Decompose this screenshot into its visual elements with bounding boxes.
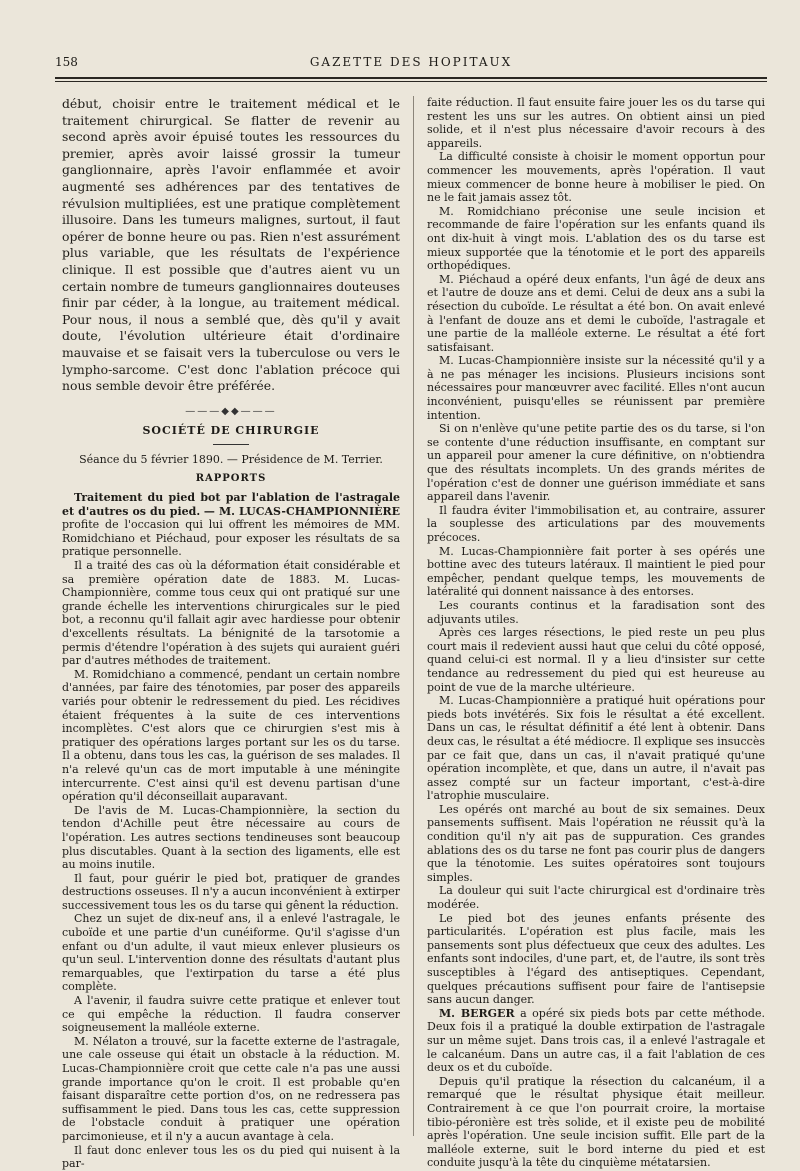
article-author: — M. LUCAS-CHAMPIONNIÈRE [203,504,400,518]
paragraph: Si on n'enlève qu'une petite partie des os du tarse, si l'on se contente d'une réduction insuffisante, en comptant sur un appareil pour amener la cure définitive, on n'obtiendra que des résultats incomplets. Un des grands mérites de l'opération c'est de donner une guérison immédiate et sans appareil dans l'avenir. [427,422,765,504]
article-title: Traitement du pied bot par l'ablation de l'astragale et d'autres os du pied. [62,491,400,518]
paragraph: A l'avenir, il faudra suivre cette pratique et enlever tout ce qui empêche la réduction. Il faudra conserver soigneusement la malléole externe. [62,994,400,1035]
paragraph: M. Piéchaud a opéré deux enfants, l'un âgé de deux ans et l'autre de douze ans et demi. Celui de deux ans a subi la résection du cuboïde. Le résultat a été bon. On avait enlevé à l'enfant de douze ans et demi le cuboïde, l'astragale et une partie de la malléole externe. Le résultat a été fort satisfaisant. [427,272,765,354]
rapports-heading: RAPPORTS [195,473,267,485]
paragraph [427,1007,765,1075]
paragraph: La douleur qui suit l'acte chirurgical est d'ordinaire très modérée. [427,884,765,912]
paragraph: Le pied bot des jeunes enfants présente des particularités. L'opération est plus facile, mais les pansements sont plus défectueux que ceux des adultes. Les enfants sont indociles, d'une part, et, de l'autre, ils sont très susceptibles à l'égard des antiseptiques. Cependant, quelques précautions suffisent pour faire de l'antisepsie sans aucun danger. [427,911,765,1007]
society-title: SOCIÉTÉ DE CHIRURGIE [142,424,320,438]
paragraph: M. Lucas-Championnière a pratiqué huit opérations pour pieds bots invétérés. Six fois le résultat a été excellent. Dans un cas, le résultat définitif a été lent à obtenir. Dans deux cas, le résultat a été médiocre. Il explique ses insuccès par ce fait que, dans un cas, il n'avait pratiqué qu'une opération incomplète, et que, dans un autre, il n'avait pas assez compté sur un facteur important, c'est-à-dire l'atrophie musculaire. [427,694,765,803]
paragraph: Les courants continus et la faradisation sont des adjuvants utiles. [427,598,765,626]
header-rule-thin [55,81,767,82]
paragraph: M. Romidchiano préconise une seule incision et recommande de faire l'opération sur les enfants quand ils ont dix-huit à vingt mois. L'ablation des os du tarse est mieux supportée que la ténotomie et le port des appareils orthopédiques. [427,204,765,273]
paragraph: Il a traité des cas où la déformation était considérable et sa première opération date de 1883. M. Lucas-Championnière, comme tous ceux qui ont pratiqué sur une grande échelle les interventions chirurgicales sur le pied bot, a reconnu qu'il fallait agir avec hardiesse pour obtenir d'excellents résultats. La bénignité de la tarsotomie a permis d'étendre l'opération à des sujets qui auraient guéri par d'autres méthodes de traitement. [62,559,400,668]
paragraph: M. Romidchiano a commencé, pendant un certain nombre d'années, par faire des ténotomies, par poser des appareils variés pour obtenir le redressement du pied. Les récidives étaient fréquentes à la suite de ces interventions incomplètes. C'est alors que ce chirurgien s'est mis à pratiquer des opérations larges portant sur les os du tarse. Il a obtenu, dans tous les cas, la guérison de ses malades. Il n'a relevé qu'un cas de mort imputable à une méningite intercurrente. C'est ainsi qu'il est devenu partisan d'une opération qu'il déconseillait auparavant. [62,667,400,804]
paragraph: Il faudra éviter l'immobilisation et, au contraire, assurer la souplesse des articulations par des mouvements précoces. [427,503,765,544]
paragraph: Il faut donc enlever tous les os du pied qui nuisent à la par- [62,1143,400,1171]
section-separator: ———◆◆——— [185,405,277,417]
header-rule-thick [55,77,767,79]
right-column [427,96,765,1170]
page-header [55,55,767,75]
page-number: 158 [55,55,78,69]
paragraph: Après ces larges résections, le pied reste un peu plus court mais il redevient aussi haut que celui du côté opposé, quand celui-ci est normal. Il y a lieu d'insister sur cette tendance au redressement du pied qui est heureuse au point de vue de la marche ultérieure. [427,626,765,694]
berger-author: M. BERGER [439,1006,515,1020]
column-divider [413,96,414,1136]
paragraph: De l'avis de M. Lucas-Championnière, la section du tendon d'Achille peut être nécessaire au cours de l'opération. Les autres sections tendineuses sont beaucoup plus discutables. Quant à la section des ligaments, elle est au moins inutile. [62,803,400,872]
paragraph: M. Lucas-Championnière fait porter à ses opérés une bottine avec des tuteurs latéraux. Il maintient le pied pour empêcher, pendant quelque temps, les mouvements de latéralité qui donnent naissance à des entorses. [427,544,765,599]
intro-section [62,96,400,395]
paragraph: La difficulté consiste à choisir le moment opportun pour commencer les mouvements, après l'opération. Il vaut mieux commencer de bonne heure à mobiliser le pied. On ne le fait jamais assez tôt. [427,150,765,205]
intro-paragraph: début, choisir entre le traitement médical et le traitement chirurgical. Se flatter de revenir au second après avoir épuisé toutes les ressources du premier, après avoir laissé grossir la tumeur ganglionnaire, après l'avoir enflammée et avoir augmenté ses adhérences par des tentatives de révulsion multipliées, est une pratique complètement illusoire. Dans les tumeurs malignes, surtout, il faut opérer de bonne heure ou pas. Rien n'est assurément plus variable, que les résultats de l'expérience clinique. Il est possible que d'autres aient vu un certain nombre de tumeurs ganglionnaires douteuses finir par céder, à la longue, au traitement médical. Pour nous, il nous a semblé que, dès qu'il y avait doute, l'évolution ultérieure était d'ordinaire mauvaise et se faisait vers la tuberculose ou vers le lympho-sarcome. C'est donc l'ablation précoce qui nous semble devoir être préférée. [62,96,400,394]
article-lead-paragraph [62,491,400,559]
seance-line: Séance du 5 février 1890. — Présidence de M. Terrier. [79,452,383,466]
paragraph: Les opérés ont marché au bout de six semaines. Deux pansements suffisent. Mais l'opération ne réussit qu'à la condition qu'il n'y ait pas de suppuration. Ces grandes ablations des os du tarse ne font pas courir plus de dangers que la ténotomie. Les suites opératoires sont toujours simples. [427,802,765,884]
paragraph: M. Lucas-Championnière insiste sur la nécessité qu'il y a à ne pas ménager les incisions. Plusieurs incisions sont nécessaires pour manœuvrer avec facilité. Elles n'ont aucun inconvénient, puisqu'elles se réunissent par première intention. [427,354,765,422]
paragraph: M. Nélaton a trouvé, sur la facette externe de l'astragale, une cale osseuse qui était un obstacle à la réduction. M. Lucas-Championnière croit que cette cale n'a pas une aussi grande importance qu'on le croit. Il est probable qu'en faisant disparaître cette portion d'os, on ne redressera pas suffisamment le pied. Dans tous les cas, cette suppression de l'obstacle conduit à pratiquer une opération parcimonieuse, et il n'y a aucun avantage à cela. [62,1034,400,1143]
article-lead-text: profite de l'occasion qui lui offrent les mémoires de MM. Romidchiano et Piéchaud, pour exposer les résultats de sa pratique personnelle. [62,518,400,559]
berger-text: a opéré six pieds bots par cette méthode. Deux fois il a pratiqué la double extirpation de l'astragale sur un même sujet. Dans trois cas, il a enlevé l'astragale et le calcanéum. Dans un autre cas, il a fait l'ablation de ces deux os et du cuboïde. [427,1006,765,1075]
paragraph: Depuis qu'il pratique la résection du calcanéum, il a remarqué que le résultat physique était meilleur. Contrairement à ce que l'on pourrait croire, la mortaise tibio-péronière est très solide, et il existe peu de mobilité après l'opération. Une seule incision suffit. Elle part de la malléole externe, suit le bord interne du pied et est conduite jusqu'à la tête du cinquième métatarsien. [427,1074,765,1170]
paragraph: Il faut, pour guérir le pied bot, pratiquer de grandes destructions osseuses. Il n'y a aucun inconvénient à extirper successivement tous les os du tarse qui gênent la réduction. [62,871,400,912]
paragraph: Chez un sujet de dix-neuf ans, il a enlevé l'astragale, le cuboïde et une partie d'un cunéiforme. Qu'il s'agisse d'un enfant ou d'un adulte, il vaut mieux enlever plusieurs os qu'un seul. L'intervention donne des résultats d'autant plus remarquables, que l'extirpation du tarse a été plus complète. [62,912,400,994]
title-rule [213,444,249,445]
left-column [62,96,400,1171]
paragraph: faite réduction. Il faut ensuite faire jouer les os du tarse qui restent les uns sur les autres. On obtient ainsi un pied solide, et il n'est plus nécessaire d'avoir recours à des appareils. [427,96,765,150]
journal-title: GAZETTE DES HOPITAUX [309,55,513,69]
